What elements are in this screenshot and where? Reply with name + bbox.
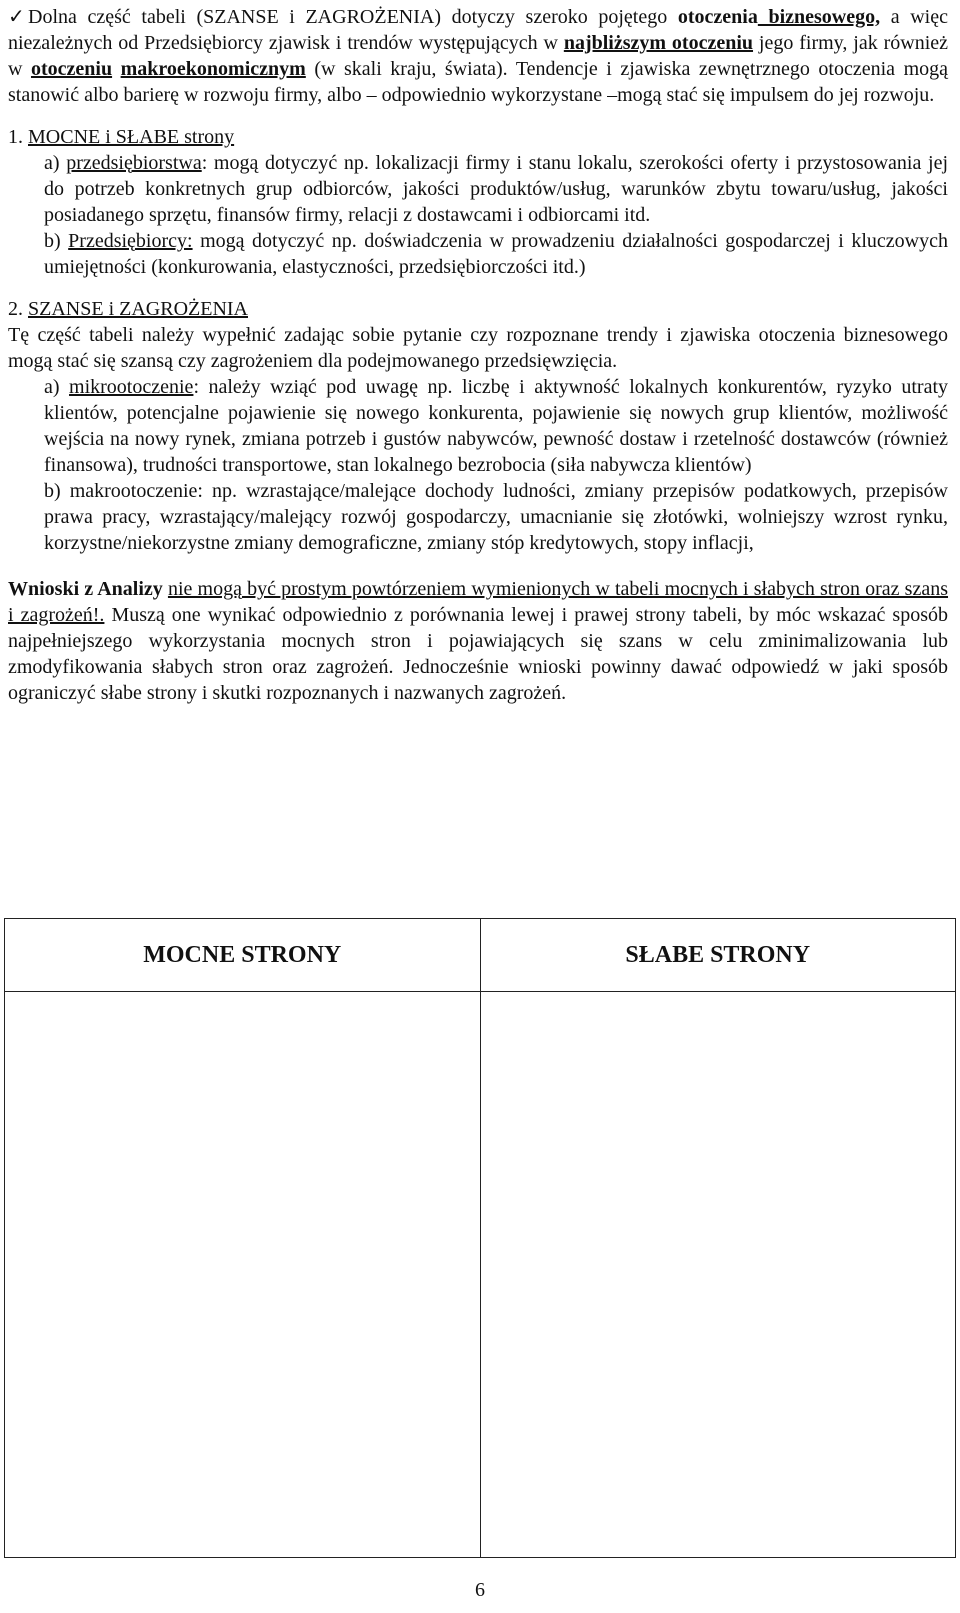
section2-a-prefix: a)	[44, 376, 70, 398]
section1-b-label: Przedsiębiorcy:	[68, 230, 193, 252]
section2-title: SZANSE i ZAGROŻENIA	[28, 298, 248, 320]
intro-bold-biznesowego: biznesowego,	[757, 6, 881, 28]
section1-a-prefix: a)	[44, 152, 67, 174]
section1-title: MOCNE i SŁABE strony	[28, 126, 235, 148]
strengths-header: MOCNE STRONY	[5, 919, 481, 992]
swot-table	[4, 918, 956, 1558]
checkmark-icon: ✓	[8, 6, 25, 28]
section2-item-b: b) makrootoczenie: np. wzrastające/malejące dochody ludności, zmiany przepisów podatkowych, przepisów prawa pracy, wzrastający/malejący rozwój gospodarczy, umacnianie się złotówki, wolniejszy wzrost rynku, korzystne/niekorzystne zmiany demograficzne, zmiany stóp kredytowych, stopy inflacji,	[44, 480, 948, 554]
intro-text-1: Dolna część tabeli (SZANSE i ZAGROŻENIA) dotyczy szeroko pojętego	[28, 6, 678, 28]
conclusions-underlined: nie mogą być prostym powtórzeniem wymienionych w tabeli mocnych i słabych stron oraz szans i zagrożeń!.	[8, 578, 949, 626]
weaknesses-cell[interactable]	[480, 992, 956, 1558]
weaknesses-header: SŁABE STRONY	[480, 919, 956, 992]
conclusions-rest: Muszą one wynikać odpowiednio z porównania lewej i prawej strony tabeli, by móc wskazać sposób najpełniejszego wykorzystania mocnych stron i pojawiających się szans w celu zminimalizowania lub zmodyfikowania słabych stron oraz zagrożeń. Jednocześnie wnioski powinny dawać odpowiedź w jaki sposób ograniczyć słabe strony i skutki rozpoznanych i nazwanych zagrożeń.	[8, 604, 948, 704]
section1-a-label: przedsiębiorstwa	[66, 152, 202, 174]
section1-item-a	[8, 150, 948, 228]
section1-item-b	[8, 228, 948, 280]
intro-bold-najblizszym: najbliższym otoczeniu	[563, 32, 754, 54]
conclusions-bold: Wnioski z Analizy	[8, 578, 163, 600]
section1-b-prefix: b)	[44, 230, 69, 252]
intro-paragraph	[8, 4, 948, 108]
conclusions-paragraph	[8, 576, 948, 706]
intro-bold-makroekonomicznym: makroekonomicznym	[120, 58, 306, 80]
section2-a-label: mikrootoczenie	[69, 376, 194, 398]
document-body	[8, 4, 948, 706]
section2-item-a	[8, 374, 948, 478]
section1-a-text: : mogą dotyczyć np. lokalizacji firmy i stanu lokalu, szerokości oferty i przystosowania jej do potrzeb konkretnych grup odbiorców, jakości produktów/usług, warunków zbytu towaru/usług, jakości posiadanego sprzętu, finansów firmy, relacji z dostawcami i odbiorcami itd.	[44, 152, 949, 226]
page-number: 6	[475, 1579, 485, 1601]
section2-number: 2.	[8, 298, 23, 320]
intro-text-4	[112, 58, 121, 80]
section2-intro: Tę część tabeli należy wypełnić zadając sobie pytanie czy rozpoznane trendy i zjawiska otoczenia biznesowego mogą stać się szansą czy zagrożeniem dla podejmowanego przedsięwzięcia.	[8, 324, 948, 372]
section2-a-text: : należy wziąć pod uwagę np. liczbę i aktywność lokalnych konkurentów, ryzyko utraty klientów, potencjalne pojawienie się nowego konkurenta, pojawienie się nowych grup klientów, możliwość wejścia na nowy rynek, zmiana potrzeb i gustów nabywców, pewność dostaw i rzetelność dostawców (również finansowa), trudności transportowe, stan lokalnego bezrobocia (siła nabywcza klientów)	[44, 376, 948, 476]
intro-bold-otoczenia: otoczenia	[677, 6, 758, 28]
section1-heading	[8, 124, 948, 150]
intro-text-3: jego firmy, jak również w	[8, 32, 949, 80]
intro-text-5: (w skali kraju, świata). Tendencje i zjawiska zewnętrznego otoczenia mogą stanowić albo barierę w rozwoju firmy, albo – odpowiednio wykorzystane –mogą stać się impulsem do jej rozwoju.	[8, 58, 949, 106]
section1-b-text: mogą dotyczyć np. doświadczenia w prowadzeniu działalności gospodarczej i kluczowych umiejętności (konkurowania, elastyczności, przedsiębiorczości itd.)	[44, 230, 948, 278]
intro-text-2: a więc niezależnych od Przedsiębiorcy zjawisk i trendów występujących w	[8, 6, 948, 54]
strengths-cell[interactable]	[5, 992, 481, 1558]
section2-heading	[8, 296, 948, 322]
swot-header-row	[5, 919, 956, 992]
intro-bold-otoczeniu: otoczeniu	[30, 58, 113, 80]
section1-number: 1.	[8, 126, 23, 148]
swot-body-row	[5, 992, 956, 1558]
